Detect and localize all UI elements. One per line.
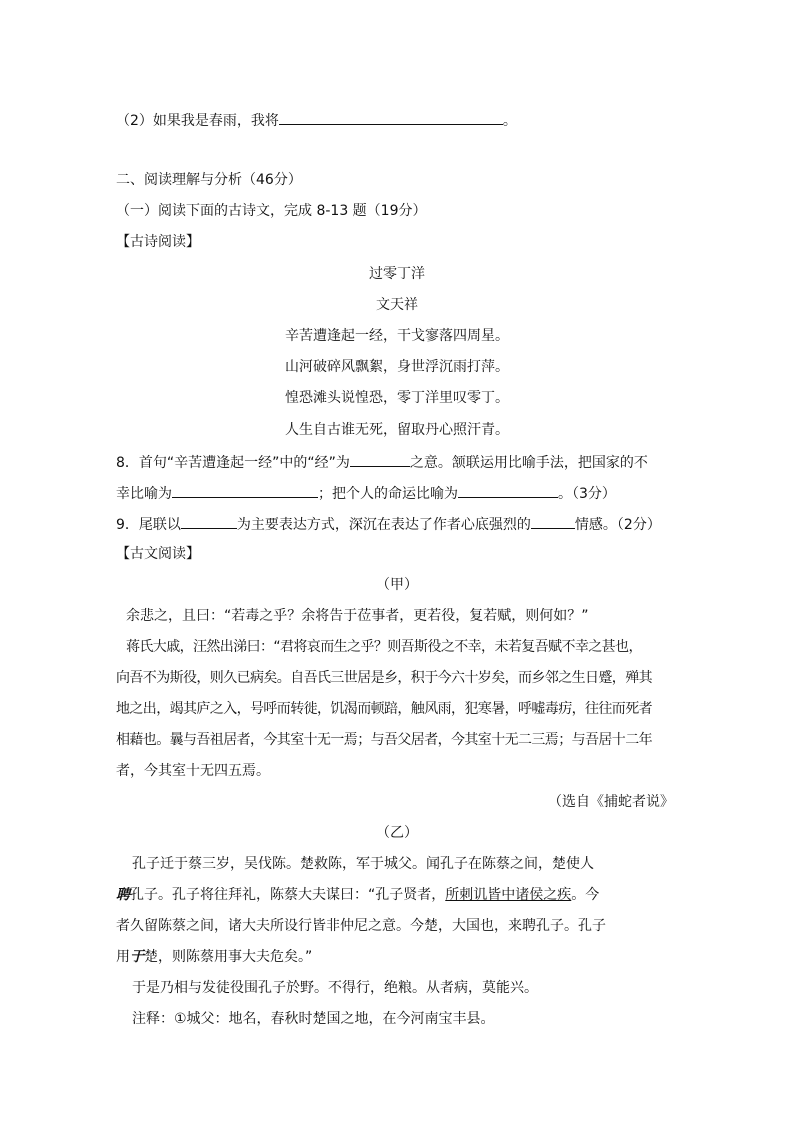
emphasized-char: 聘 — [116, 887, 130, 903]
passage-jia-label: （甲） — [376, 577, 418, 593]
q8-text: 幸比喻为 — [116, 486, 172, 502]
q8-text: ；把个人的命运比喻为 — [318, 486, 458, 502]
poem-line: 人生自古谁无死，留取丹心照汗青。 — [285, 422, 509, 438]
q7-2-suffix: 。 — [502, 113, 517, 129]
passage-text: 孔子。孔子将往拜礼，陈蔡大夫谋曰：“孔子贤者， — [130, 887, 446, 903]
passage-source: （选自《捕蛇者说》 — [548, 794, 674, 810]
passage-line — [116, 947, 312, 967]
emphasized-char: 于 — [130, 949, 144, 965]
poem-line: 山河破碎风飘絮，身世浮沉雨打萍。 — [285, 359, 509, 375]
passage-line — [116, 885, 599, 905]
passage-text: 楚，则陈蔡用事大夫危矣。” — [144, 949, 313, 965]
answer-blank — [531, 513, 575, 529]
q8-text: 之意。颔联运用比喻手法，把国家的不 — [409, 455, 648, 471]
poem-heading: 【古诗阅读】 — [116, 234, 200, 250]
passage-line: 蒋氏大戚，汪然出涕曰：“君将哀而生之乎？则吾斯役之不幸，未若复吾赋不幸之甚也， — [126, 639, 642, 655]
question-8-cont — [116, 482, 616, 504]
underlined-sentence: 所刺讥皆中诸侯之疾 — [445, 887, 572, 903]
q7-2-text: （2）如果我是春雨，我将 — [116, 113, 279, 129]
q8-text: 8．首句“辛苦遭逢起一经”中的“经”为 — [116, 455, 350, 471]
part-heading: （一）阅读下面的古诗文，完成 8-13 题（19分） — [116, 203, 427, 219]
question-9 — [116, 513, 661, 535]
q9-text: 为主要表达方式，深沉在表达了作者心底强烈的 — [236, 517, 531, 533]
passage-text: 用 — [116, 949, 130, 965]
passage-line: 向吾不为斯役，则久已病矣。自吾氏三世居是乡，积于今六十岁矣，而乡邻之生日蹙，殚其 — [116, 670, 652, 686]
passage-line: 孔子迁于蔡三岁，吴伐陈。楚救陈，军于城父。闻孔子在陈蔡之间，楚使人 — [132, 856, 594, 872]
answer-blank — [172, 482, 318, 498]
passage-line: 地之出，竭其庐之入，号呼而转徙，饥渴而顿踣，触风雨，犯寒暑，呼嘘毒疠，往往而死者 — [116, 701, 652, 717]
poem-line: 辛苦遭逢起一经，干戈寥落四周星。 — [285, 328, 509, 344]
poem-author: 文天祥 — [376, 297, 418, 313]
passage-line: 相藉也。曩与吾祖居者，今其室十无一焉；与吾父居者，今其室十无二三焉；与吾居十二年 — [116, 732, 652, 748]
annotation: 注释：①城父：地名，春秋时楚国之地，在今河南宝丰县。 — [132, 1011, 495, 1027]
section-heading: 二、阅读理解与分析（46分） — [116, 172, 302, 188]
q8-text: 。（3分） — [558, 486, 616, 502]
passage-line: 者，今其室十无四五焉。 — [116, 763, 270, 779]
answer-blank — [279, 109, 503, 125]
answer-blank — [181, 513, 237, 529]
poem-line: 惶恐滩头说惶恐，零丁洋里叹零丁。 — [285, 390, 509, 406]
poem-title: 过零丁洋 — [369, 266, 425, 282]
q9-text: 情感。（2分） — [574, 517, 661, 533]
question-7-2 — [116, 109, 517, 131]
question-8 — [116, 451, 648, 473]
passage-line: 余悲之，且曰：“若毒之乎？余将告于莅事者，更若役，复若赋，则何如？” — [126, 608, 589, 624]
passage-line: 于是乃相与发徒役围孔子於野。不得行，绝粮。从者病，莫能兴。 — [132, 980, 538, 996]
passage-text: 。今 — [571, 887, 600, 903]
answer-blank — [458, 482, 558, 498]
passage-yi-label: （乙） — [376, 825, 418, 841]
answer-blank — [350, 451, 410, 467]
passage-line: 者久留陈蔡之间，诸大夫所设行皆非仲尼之意。今楚，大国也，来聘孔子。孔子 — [116, 918, 606, 934]
prose-heading: 【古文阅读】 — [116, 546, 200, 562]
q9-text: 9．尾联以 — [116, 517, 181, 533]
